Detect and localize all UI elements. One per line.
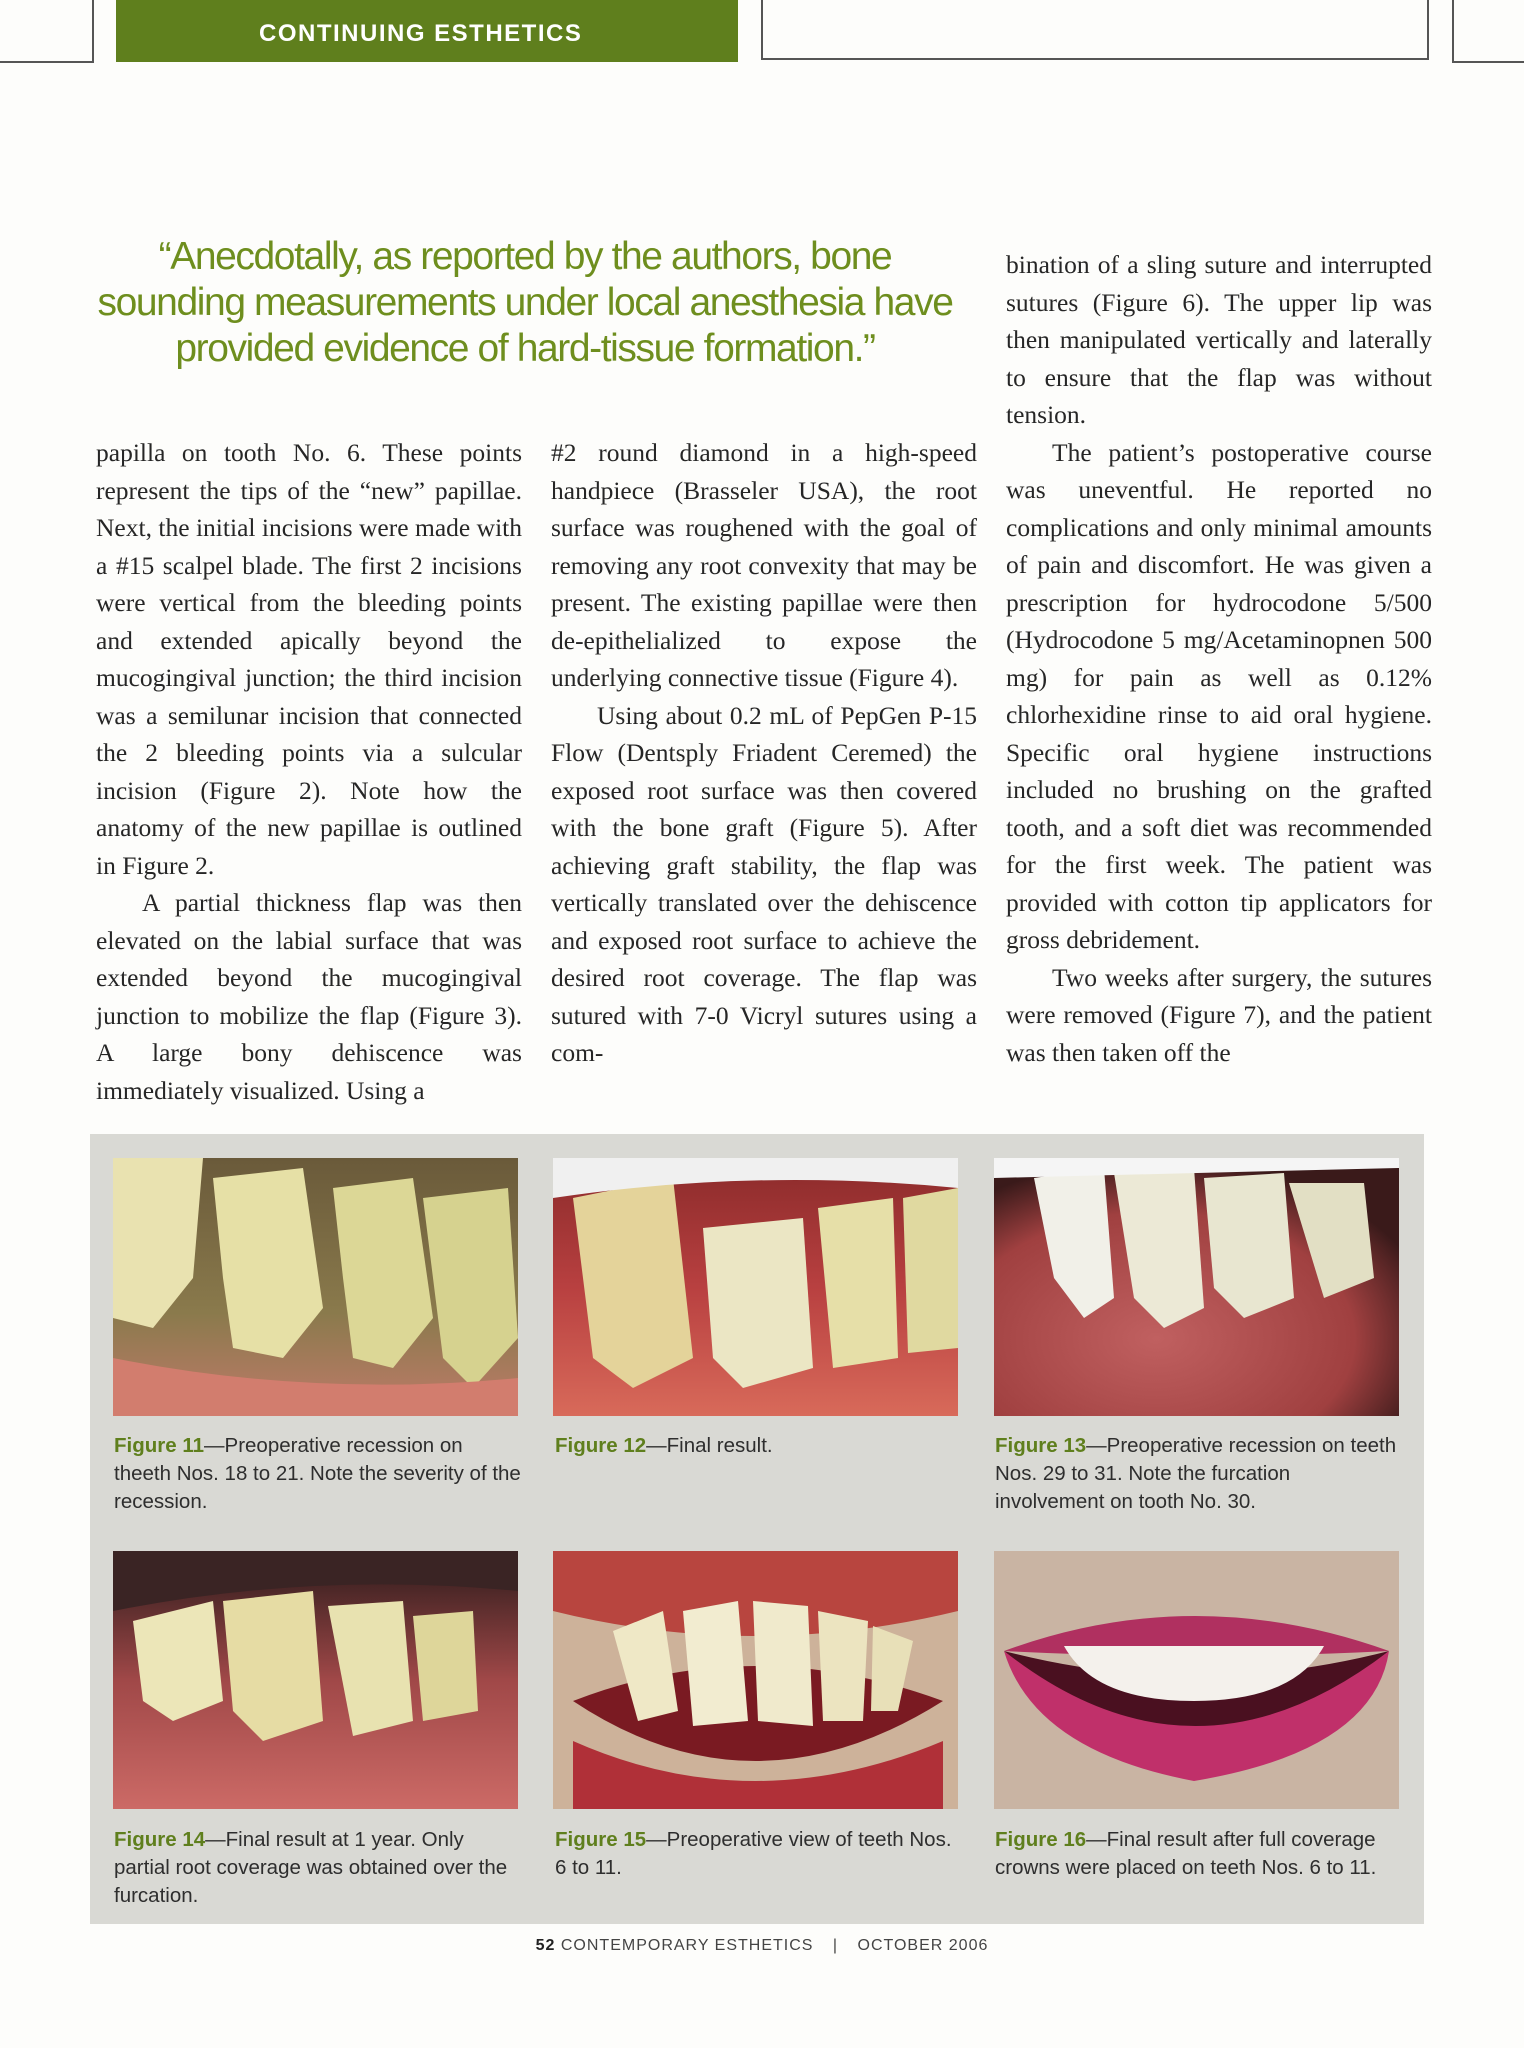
figure-12-photo <box>553 1158 958 1416</box>
figure-16-photo <box>994 1551 1399 1809</box>
section-tab <box>116 0 738 62</box>
header-rule-tick-right <box>1452 0 1454 62</box>
issue-date: OCTOBER 2006 <box>857 1937 989 1954</box>
caption-text: Preoperative view of teeth Nos. 6 to 11. <box>555 1828 952 1879</box>
figure-13-caption <box>995 1432 1405 1516</box>
caption-text: Final result. <box>666 1434 773 1457</box>
header-rule-left <box>0 61 94 63</box>
caption-text: Preoperative recession on teeth Nos. 29 to 31. Note the furcation involvement on tooth No. 30. <box>995 1434 1397 1513</box>
figure-label: Figure 12 <box>555 1434 647 1457</box>
paragraph: #2 round diamond in a high-speed handpiece (Brasseler USA), the root surface was roughened with the goal of removing any root convexity that may be present. The existing papillae were then de-epithelialized to expose the underlying connective tissue (Figure 4). <box>551 438 977 692</box>
figure-11-photo <box>113 1158 518 1416</box>
pull-quote: “Anecdotally, as reported by the authors, bone sounding measurements under local anesthesia have provided evidence of hard-tissue formation.” <box>97 235 953 370</box>
figure-15-caption <box>555 1826 965 1882</box>
figure-16-caption <box>995 1826 1405 1882</box>
publication-name: CONTEMPORARY ESTHETICS <box>560 1937 814 1954</box>
text-column-2 <box>551 434 977 1072</box>
text-column-3 <box>1006 246 1432 1071</box>
figure-label: Figure 13 <box>995 1434 1087 1457</box>
figure-11-caption <box>114 1432 524 1516</box>
caption-dash: — <box>204 1434 225 1457</box>
figure-14-photo <box>113 1551 518 1809</box>
figure-label: Figure 15 <box>555 1828 647 1851</box>
header-rule-tick <box>92 0 94 62</box>
paragraph: bination of a sling suture and interrupted sutures (Figure 6). The upper lip was then manipulated vertically and laterally to ensure that the flap was without tension. <box>1006 250 1432 429</box>
caption-text: Preoperative recession on theeth Nos. 18 to 21. Note the severity of the recession. <box>114 1434 521 1513</box>
figure-13-photo <box>994 1158 1399 1416</box>
figure-12-caption <box>555 1432 965 1460</box>
caption-dash: — <box>1086 1828 1107 1851</box>
caption-text: Final result after full coverage crowns were placed on teeth Nos. 6 to 11. <box>995 1828 1377 1879</box>
figure-14-caption <box>114 1826 524 1910</box>
caption-dash: — <box>646 1828 667 1851</box>
paragraph: A partial thickness flap was then elevated on the labial surface that was extended beyond the mucogingival junction to mobilize the flap (Figure 3). A large bony dehiscence was immediately visualized. Using a <box>96 888 522 1105</box>
caption-dash: — <box>1086 1434 1107 1457</box>
figure-15-photo <box>553 1551 958 1809</box>
text-column-1 <box>96 434 522 1109</box>
paragraph: The patient’s postoperative course was uneventful. He reported no complications and only minimal amounts of pain and discomfort. He was given a prescription for hydrocodone 5/500 (Hydrocodone 5 mg/Acetaminopnen 500 mg) for pain as well as 0.12% chlorhexidine rinse to aid oral hygiene. Specific oral hygiene instructions included no brushing on the grafted tooth, and a soft diet was recommended for the first week. The patient was provided with cotton tip applicators for gross debridement. <box>1006 437 1432 954</box>
footer-separator: | <box>832 1937 839 1954</box>
caption-text: Final result at 1 year. Only partial root coverage was obtained over the furcation. <box>114 1828 508 1907</box>
page-number: 52 <box>535 1937 556 1954</box>
page-footer <box>0 1937 1524 1955</box>
caption-dash: — <box>205 1828 226 1851</box>
paragraph: Two weeks after surgery, the sutures were removed (Figure 7), and the patient was then taken off the <box>1006 962 1432 1067</box>
paragraph: Using about 0.2 mL of PepGen P-15 Flow (Dentsply Friadent Ceremed) the exposed root surface was then covered with the bone graft (Figure 5). After achieving graft stability, the flap was vertically translated over the dehiscence and exposed root surface to achieve the desired root coverage. The flap was sutured with 7-0 Vicryl sutures using a com- <box>551 700 977 1067</box>
figure-label: Figure 11 <box>114 1434 205 1457</box>
paragraph: papilla on tooth No. 6. These points represent the tips of the “new” papillae. Next, the initial incisions were made with a #15 scalpel blade. The first 2 incisions were vertical from the bleeding points and extended apically beyond the mucogingival junction; the third incision was a semilunar incision that connected the 2 bleeding points via a sulcular incision (Figure 2). Note how the anatomy of the new papillae is outlined in Figure 2. <box>96 438 522 880</box>
section-label: CONTINUING ESTHETICS <box>259 20 583 47</box>
figure-label: Figure 14 <box>114 1828 206 1851</box>
figure-label: Figure 16 <box>995 1828 1087 1851</box>
header-box <box>761 0 1429 60</box>
header-rule-right <box>1452 61 1524 63</box>
caption-dash: — <box>646 1434 667 1457</box>
